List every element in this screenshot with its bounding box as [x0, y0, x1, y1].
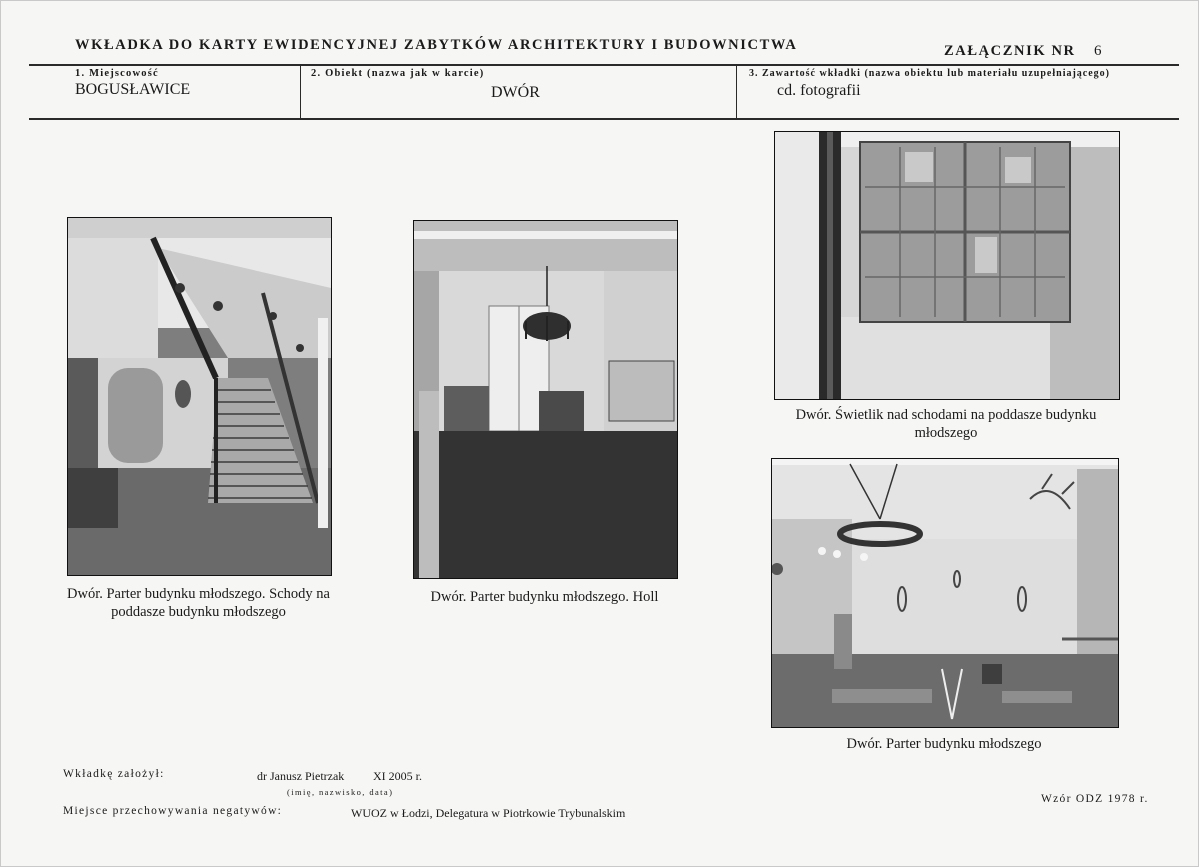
sheet-title: WKŁADKA DO KARTY EWIDENCYJNEJ ZABYTKÓW ARCHITEKTURY I BUDOWNICTWA [75, 37, 798, 53]
header-bottom-rule [29, 118, 1179, 120]
caption-line: młodszego [914, 425, 978, 441]
founder-date: XI 2005 r. [373, 769, 422, 783]
photo-staircase [67, 217, 332, 576]
object-value: DWÓR [491, 84, 540, 101]
caption-line: Dwór. Parter budynku młodszego. Schody na [67, 586, 330, 602]
caption-line: Dwór. Parter budynku młodszego [846, 736, 1042, 752]
contents-label: 3. Zawartość wkładki (nazwa obiektu lub materiału uzupełniającego) [749, 68, 1111, 79]
column-divider-2 [736, 65, 737, 119]
annex-label: ZAŁĄCZNIK NR [944, 43, 1076, 59]
photo-staircase-caption [51, 585, 346, 621]
locality-value: BOGUSŁAWICE [75, 81, 191, 98]
storage-value: WUOZ w Łodzi, Delegatura w Piotrkowie Trybunalskim [351, 806, 626, 820]
photo-skylight [774, 131, 1120, 400]
template-mark: Wzór ODZ 1978 r. [1041, 793, 1149, 805]
locality-label: 1. Miejscowość [75, 68, 159, 79]
photo-hall [413, 220, 678, 579]
photo-hall-caption [397, 588, 692, 606]
column-divider-1 [300, 65, 301, 119]
photo-room-caption [769, 735, 1119, 753]
object-label: 2. Obiekt (nazwa jak w karcie) [311, 68, 485, 79]
founder-name: dr Janusz Pietrzak [257, 769, 345, 783]
founder-label: Wkładkę założył: [63, 768, 165, 780]
header-top-rule [29, 64, 1179, 66]
photo-skylight-caption [771, 406, 1121, 442]
caption-line: Dwór. Świetlik nad schodami na poddasze budynku [795, 407, 1097, 423]
caption-line: poddasze budynku młodszego [111, 604, 286, 620]
storage-label: Miejsce przechowywania negatywów: [63, 805, 283, 817]
photo-room [771, 458, 1119, 728]
caption-line: Dwór. Parter budynku młodszego. Holl [430, 589, 659, 605]
founder-hint: (imię, nazwisko, data) [287, 787, 394, 797]
annex-number: 6 [1094, 43, 1102, 59]
contents-value: cd. fotografii [777, 82, 861, 99]
